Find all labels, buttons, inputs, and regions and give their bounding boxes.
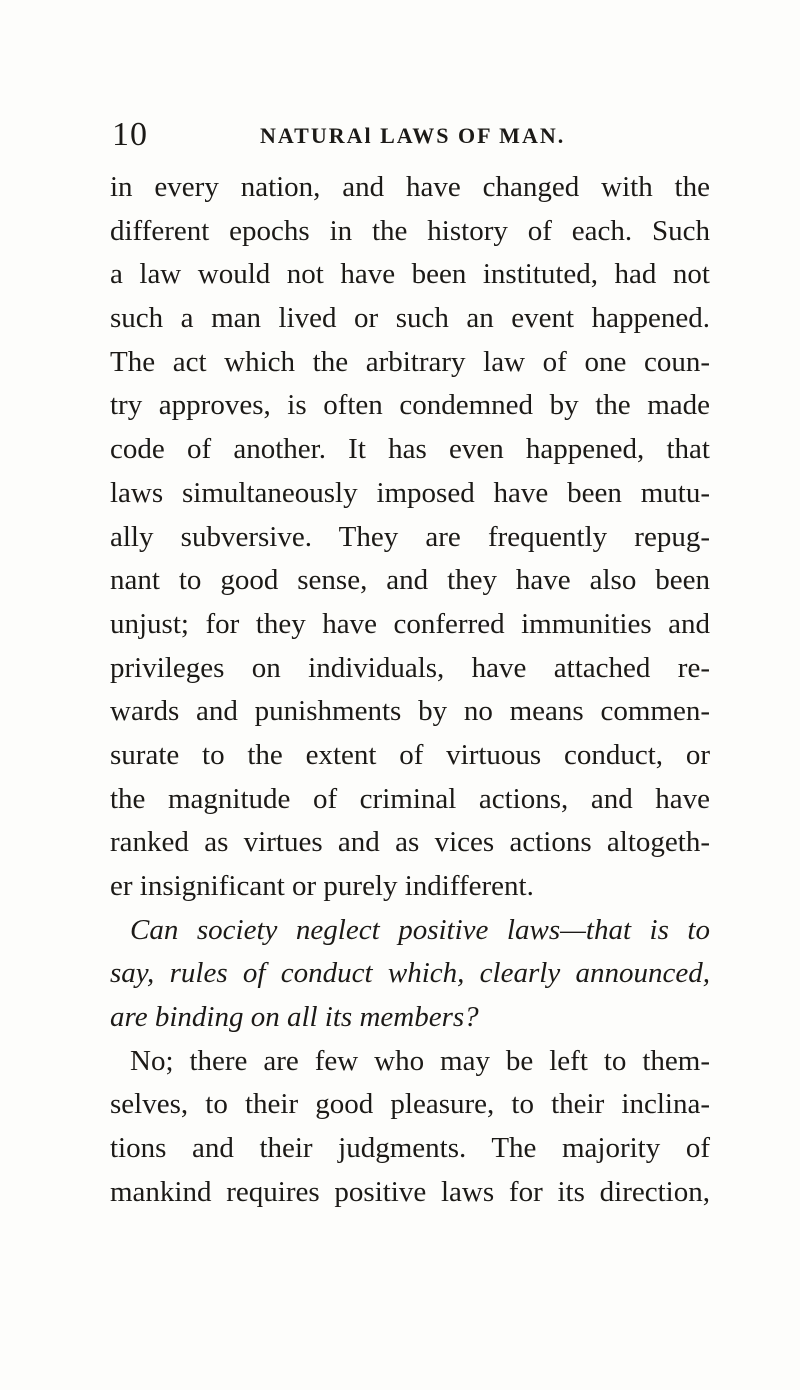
text-line: ranked as virtues and as vices actions altogeth-: [110, 826, 710, 859]
text-line: mankind requires positive laws for its direction,: [110, 1175, 710, 1208]
text-line: privileges on individuals, have attached re-: [110, 651, 710, 684]
text-line: surate to the extent of virtuous conduct, or: [110, 738, 710, 771]
text-line: selves, to their good pleasure, to their inclina-: [110, 1088, 710, 1121]
text-line: such a man lived or such an event happened.: [110, 302, 710, 335]
text-line: in every nation, and have changed with the: [110, 171, 710, 203]
text-line: er insignificant or purely indifferent.: [110, 870, 534, 902]
text-line: different epochs in the history of each. Such: [110, 214, 710, 247]
question-line: Can society neglect positive laws—that is to: [130, 913, 710, 946]
text-line: code of another. It has even happened, that: [110, 433, 710, 466]
text-line: laws simultaneously imposed have been mutu-: [110, 476, 710, 509]
running-head: [112, 112, 732, 158]
page-number: 10: [112, 116, 148, 153]
text-line: wards and punishments by no means commen-: [110, 695, 710, 728]
text-line: The act which the arbitrary law of one coun-: [110, 345, 710, 378]
text-line: try approves, is often condemned by the made: [110, 389, 710, 422]
text-line: a law would not have been instituted, had not: [110, 258, 710, 291]
running-title: NATURAl LAWS OF MAN.: [260, 123, 566, 148]
text-line: nant to good sense, and they have also been: [110, 564, 710, 597]
question-line: say, rules of conduct which, clearly announced,: [110, 957, 710, 990]
text-line: ally subversive. They are frequently repug-: [110, 520, 710, 553]
body-text: [110, 166, 710, 1215]
question-line: are binding on all its members?: [110, 1001, 479, 1034]
text-line: tions and their judgments. The majority of: [110, 1132, 710, 1165]
text-line: No; there are few who may be left to them-: [130, 1044, 710, 1077]
text-line: the magnitude of criminal actions, and have: [110, 782, 710, 815]
text-line: unjust; for they have conferred immunities and: [110, 607, 710, 640]
